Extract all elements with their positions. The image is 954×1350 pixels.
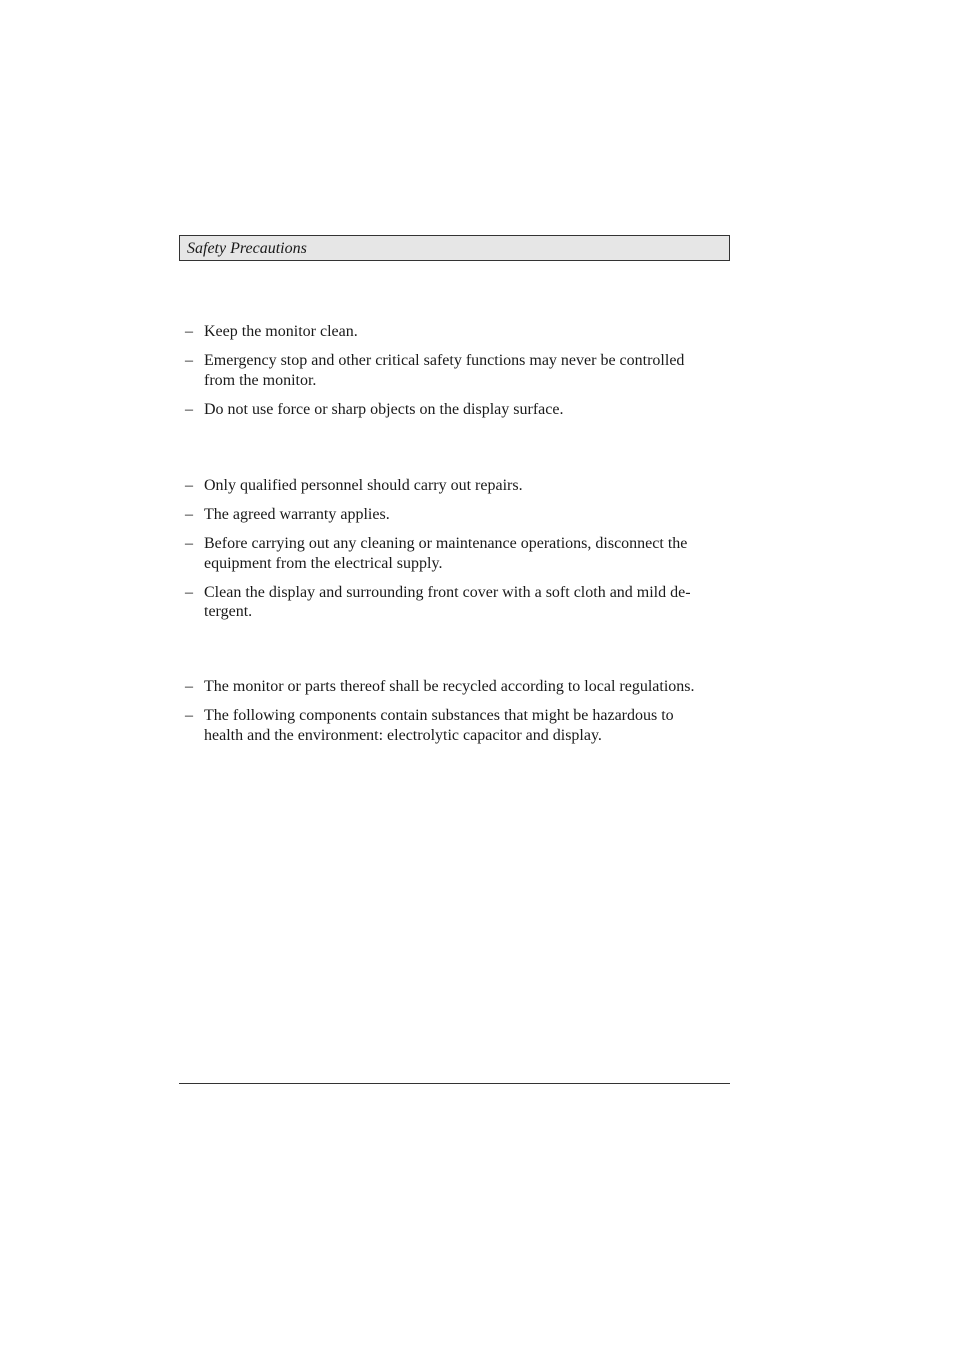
list-item-line: Clean the display and surrounding front cover with a soft cloth and mild de-	[204, 583, 691, 601]
maintenance-precautions-list	[180, 476, 740, 622]
list-item	[180, 677, 740, 697]
list-item-line: Emergency stop and other critical safety functions may never be controlled	[204, 352, 685, 369]
dash-marker: –	[185, 678, 193, 695]
list-item-line: Only qualified personnel should carry out repairs.	[204, 477, 523, 494]
running-header	[179, 235, 730, 261]
list-item	[180, 534, 740, 573]
dash-marker: –	[185, 352, 193, 369]
operation-precautions-list	[180, 322, 740, 419]
list-item	[180, 322, 740, 342]
list-item-line: tergent.	[204, 603, 253, 620]
dash-marker: –	[185, 535, 193, 552]
list-item	[180, 476, 740, 496]
list-item-line: health and the environment: electrolytic capacitor and display.	[204, 726, 602, 744]
list-item-line: from the monitor.	[204, 371, 317, 389]
footer-divider	[179, 1083, 730, 1084]
list-item	[180, 706, 740, 745]
list-item-line: The agreed warranty applies.	[204, 506, 390, 523]
list-item	[180, 400, 740, 420]
page-header-title: Safety Precautions	[187, 240, 307, 257]
list-item-line: Do not use force or sharp objects on the display surface.	[204, 400, 564, 418]
dash-marker: –	[185, 583, 193, 601]
list-item-line: equipment from the electrical supply.	[204, 554, 443, 572]
disposal-precautions-list	[180, 677, 740, 745]
dash-marker: –	[185, 506, 193, 523]
dash-marker: –	[185, 400, 193, 418]
dash-marker: –	[185, 323, 193, 340]
list-item	[180, 505, 740, 525]
list-item	[180, 583, 740, 622]
list-item-line: Before carrying out any cleaning or maintenance operations, disconnect the	[204, 535, 688, 552]
list-item-line: Keep the monitor clean.	[204, 323, 358, 340]
dash-marker: –	[185, 477, 193, 494]
dash-marker: –	[185, 707, 193, 724]
list-item-line: The following components contain substances that might be hazardous to	[204, 707, 674, 724]
list-item	[180, 351, 740, 390]
list-item-line: The monitor or parts thereof shall be recycled according to local regulations.	[204, 678, 695, 695]
